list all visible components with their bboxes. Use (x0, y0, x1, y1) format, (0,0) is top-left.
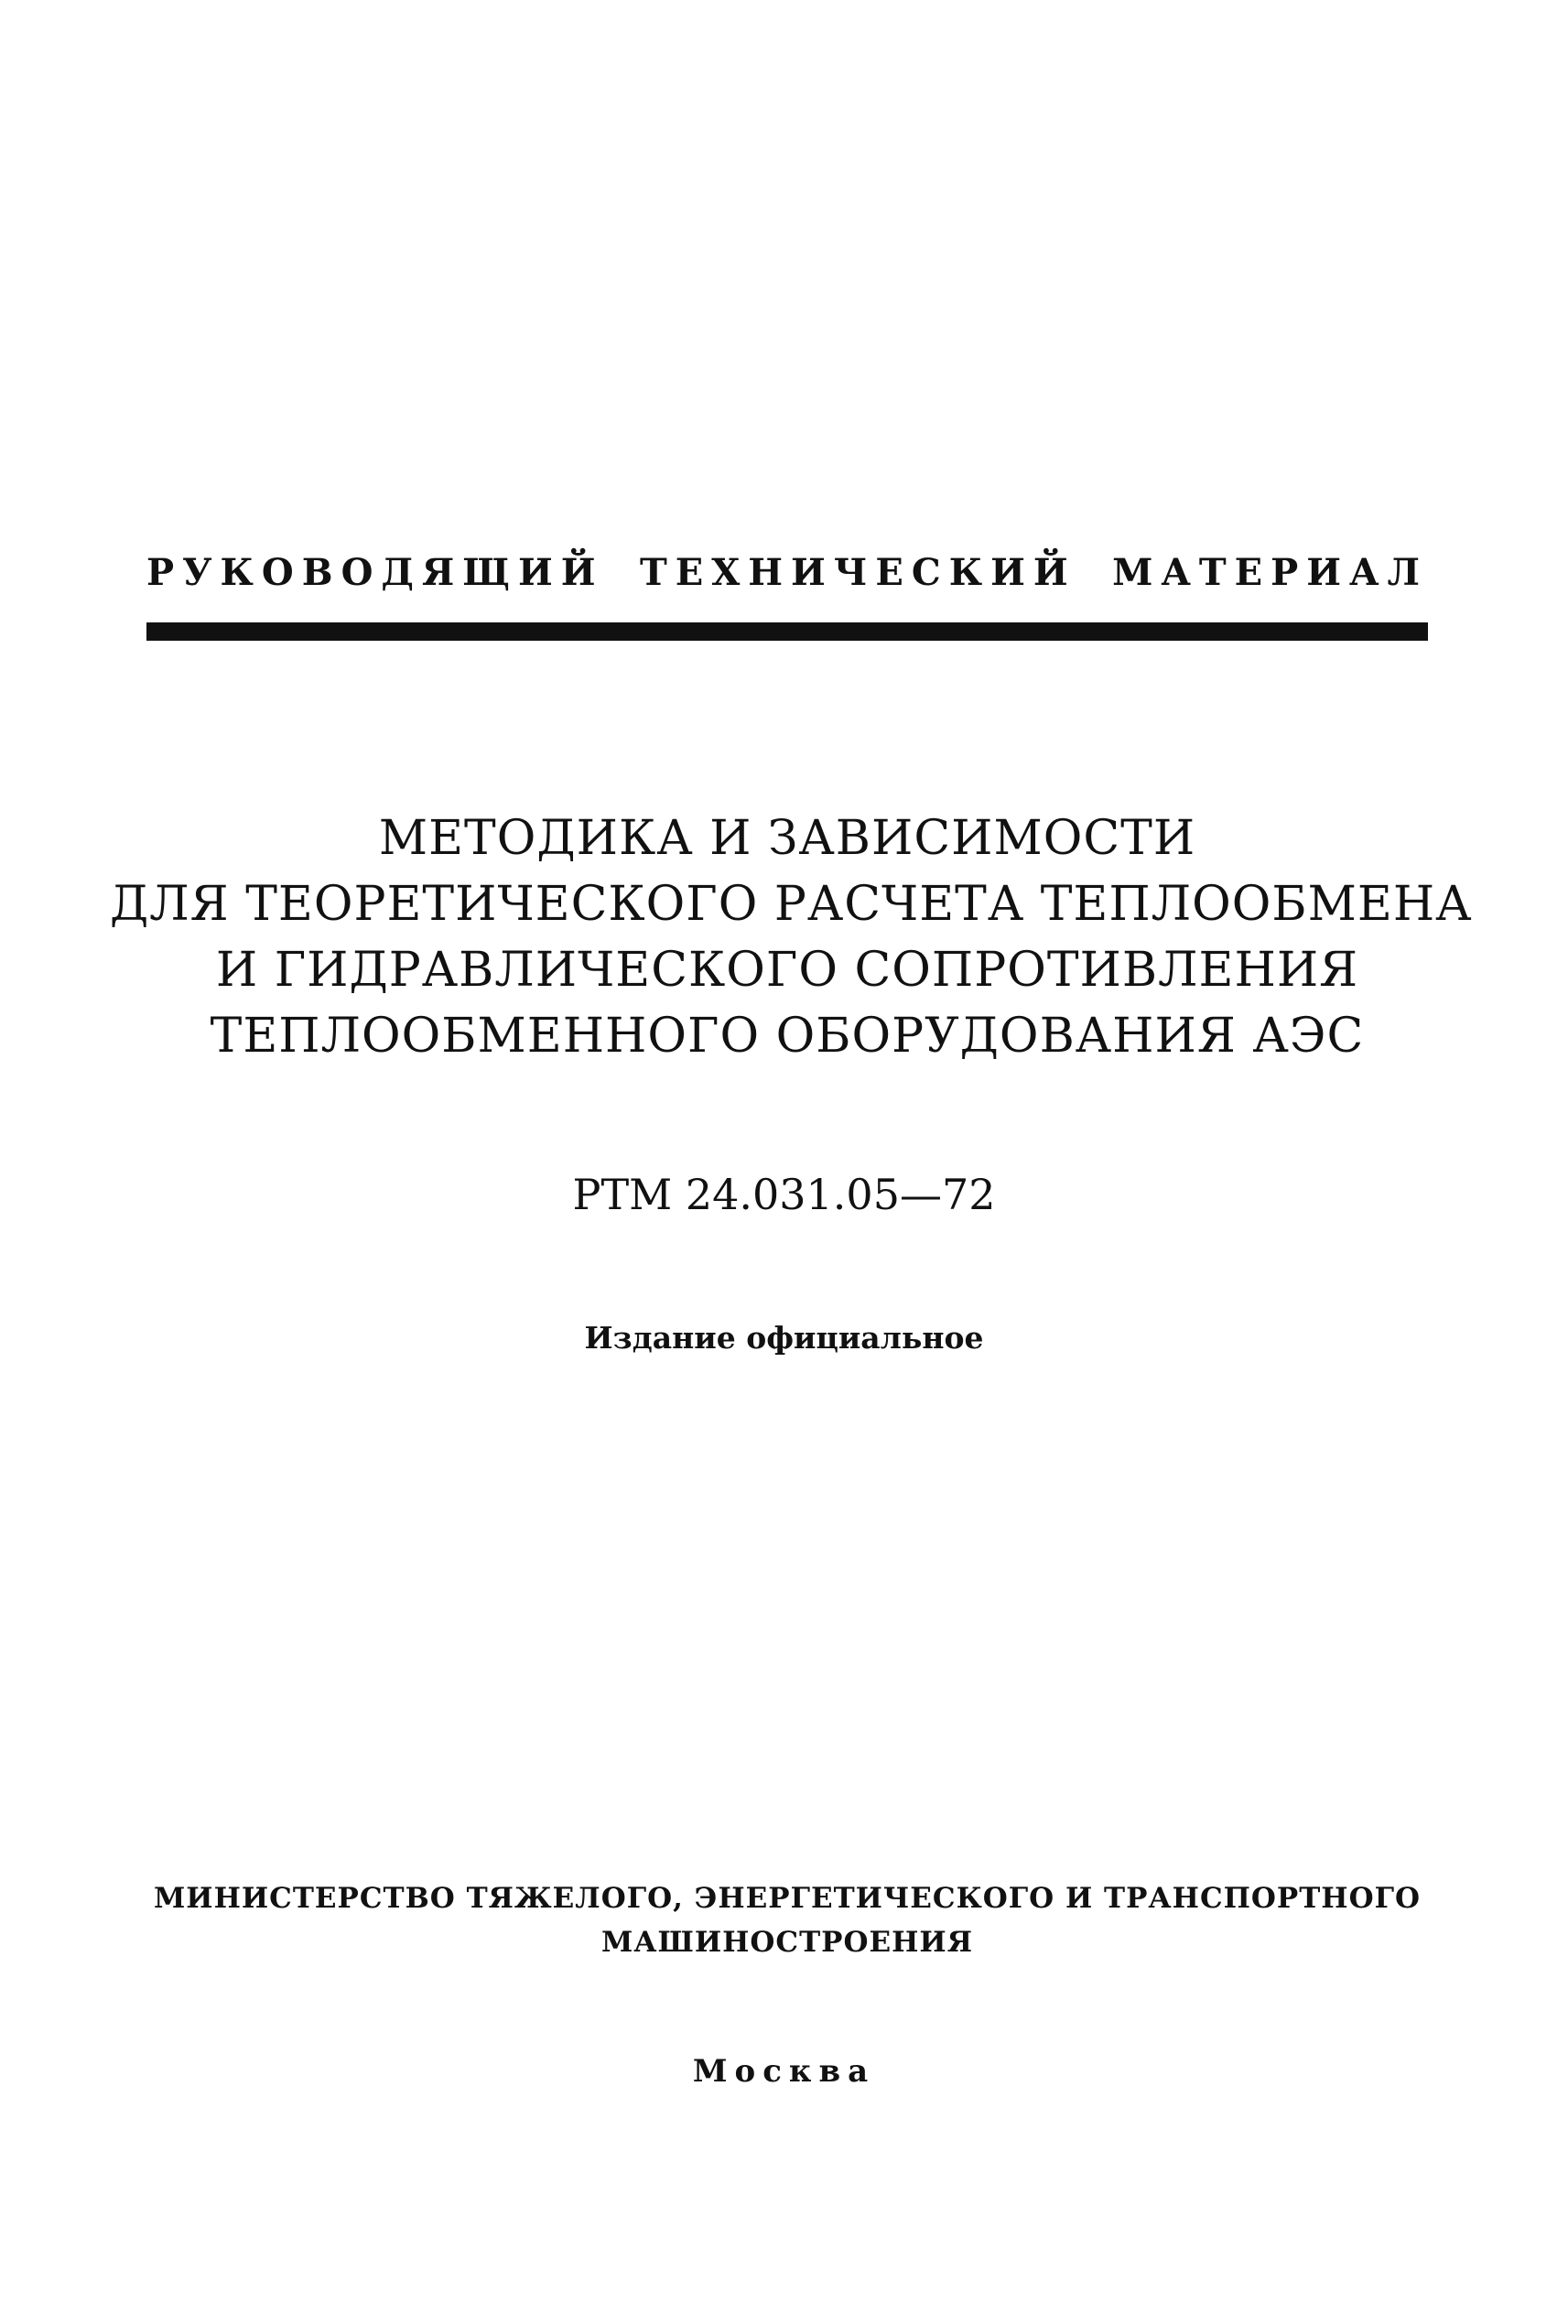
title-line: ДЛЯ ТЕОРЕТИЧЕСКОГО РАСЧЕТА ТЕПЛООБМЕНА (110, 877, 1473, 932)
document-series-heading (146, 540, 1428, 604)
edition-label: Издание официальное (584, 1320, 984, 1356)
title-line: И ГИДРАВЛИЧЕСКОГО СОПРОТИВЛЕНИЯ (215, 943, 1359, 998)
publisher-line: МИНИСТЕРСТВО ТЯЖЕЛОГО, ЭНЕРГЕТИЧЕСКОГО И ТРАНСПОРТНОГО (153, 1882, 1422, 1915)
publisher-line: МАШИНОСТРОЕНИЯ (600, 1926, 974, 1959)
series-word: ТЕХНИЧЕСКИЙ (639, 550, 1076, 594)
heading-rule (146, 622, 1428, 641)
series-word: МАТЕРИАЛ (1112, 550, 1428, 594)
series-word: РУКОВОДЯЩИЙ (146, 550, 604, 594)
title-line: МЕТОДИКА И ЗАВИСИМОСТИ (378, 811, 1196, 866)
title-line: ТЕПЛООБМЕННОГО ОБОРУДОВАНИЯ АЭС (210, 1009, 1365, 1064)
publication-city: Москва (692, 2053, 876, 2090)
document-number: РТМ 24.031.05—72 (572, 1170, 996, 1219)
document-title (110, 805, 1473, 1069)
publisher (110, 1876, 1465, 1964)
